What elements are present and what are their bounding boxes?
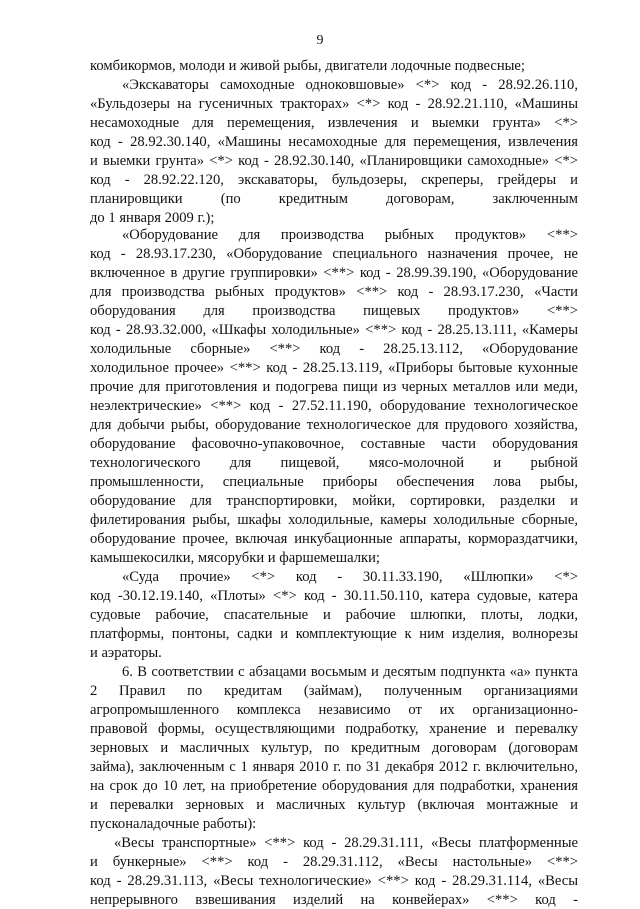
text-line: код - 28.92.30.140, «Машины несамоходные для перемещения, извлечения xyxy=(90,134,578,150)
text-line: планировщики (по кредитным договорам, заключенным xyxy=(90,191,578,207)
text-line: технологического для пищевой, мясо-молочной и рыбной xyxy=(90,455,578,471)
text-line: камышекосилки, мясорубки и фаршемешалки; xyxy=(90,550,380,566)
text-line: прочие для приготовления и подогрева пищи из черных металлов или меди, xyxy=(90,379,578,395)
text-line: комбикормов, молоди и живой рыбы, двигатели лодочные подвесные; xyxy=(90,58,525,74)
text-line: и аэраторы. xyxy=(90,645,162,661)
text-line: оборудование для транспортировки, мойки, сортировки, разделки и xyxy=(90,493,578,509)
text-line: холодильное прочее» <**> код - 28.25.13.119, «Приборы бытовые кухонные xyxy=(90,360,578,376)
text-line: и перевалки зерновых и масличных культур (включая монтажные и xyxy=(90,797,578,813)
text-line: код - 28.93.32.000, «Шкафы холодильные» <**> код - 28.25.13.111, «Камеры xyxy=(90,322,578,338)
text-line: зерновых и масличных культур, по кредитным договорам (договорам xyxy=(90,740,578,756)
text-line: код -30.12.19.140, «Плоты» <*> код - 30.11.50.110, катера судовые, катера xyxy=(90,588,578,604)
text-line: неэлектрические» <**> код - 27.52.11.190, оборудование технологическое xyxy=(90,398,578,414)
page-number: 9 xyxy=(316,33,324,48)
text-line: включенное в другие группировки» <**> код - 28.99.39.190, «Оборудование xyxy=(90,265,578,281)
text-line: пусконаладочные работы): xyxy=(90,816,257,832)
text-line: холодильные сборные» <**> код - 28.25.13.112, «Оборудование xyxy=(90,341,578,357)
text-line: код - 28.29.31.113, «Весы технологические» <**> код - 28.29.31.114, «Весы xyxy=(90,873,578,889)
text-line: судовые рабочие, спасательные и рабочие шлюпки, плоты, лодки, xyxy=(90,607,578,623)
text-line: код - 28.92.22.120, экскаваторы, бульдозеры, скреперы, грейдеры и xyxy=(90,172,578,188)
text-line: агропромышленного комплекса независимо от их организационно- xyxy=(90,702,578,718)
text-line: платформы, понтоны, садки и комплектующие к ним изделия, волнорезы xyxy=(90,626,578,642)
text-line: для производства рыбных продуктов» <**> код - 28.93.17.230, «Части xyxy=(90,284,578,300)
text-line: 2 Правил по кредитам (займам), полученным организациями xyxy=(90,683,578,699)
text-line: непрерывного взвешивания изделий на конвейерах» <**> код - xyxy=(90,892,578,908)
text-line: займа), заключенным с 1 января 2010 г. по 31 декабря 2012 г. включительно, xyxy=(90,759,578,775)
text-line: несамоходные для перемещения, извлечения и выемки грунта» <*> xyxy=(90,115,578,131)
text-line: «Весы транспортные» <**> код - 28.29.31.111, «Весы платформенные xyxy=(114,835,578,851)
text-line: «Экскаваторы самоходные одноковшовые» <*> код - 28.92.26.110, xyxy=(122,77,578,93)
text-line: для добычи рыбы, оборудование технологическое для прудового хозяйства, xyxy=(90,417,578,433)
text-line: филетирования рыбы, шкафы холодильные, камеры холодильные сборные, xyxy=(90,512,578,528)
text-line: оборудование прочее, включая инкубационные аппараты, кормораздатчики, xyxy=(90,531,578,547)
text-line: на срок до 10 лет, на приобретение оборудования для подработки, хранения xyxy=(90,778,578,794)
text-line: правовой формы, осуществляющими подработку, хранение и перевалку xyxy=(90,721,578,737)
text-line: до 1 января 2009 г.); xyxy=(90,210,215,226)
text-line: код - 28.93.17.230, «Оборудование специального назначения прочее, не xyxy=(90,246,578,262)
text-line: и выемки грунта» <*> код - 28.92.30.140, «Планировщики самоходные» <*> xyxy=(90,153,578,169)
text-line: промышленности, специальные приборы обеспечения лова рыбы, xyxy=(90,474,578,490)
text-line: и бункерные» <**> код - 28.29.31.112, «Весы настольные» <**> xyxy=(90,854,578,870)
text-line: 6. В соответствии с абзацами восьмым и десятым подпункта «а» пункта xyxy=(122,664,578,680)
text-line: оборудование фасовочно-упаковочное, составные части оборудования xyxy=(90,436,578,452)
text-line: «Оборудование для производства рыбных продуктов» <**> xyxy=(122,227,578,243)
text-line: оборудования для производства пищевых продуктов» <**> xyxy=(90,303,578,319)
text-line: «Суда прочие» <*> код - 30.11.33.190, «Шлюпки» <*> xyxy=(122,569,578,585)
text-line: «Бульдозеры на гусеничных тракторах» <*> код - 28.92.21.110, «Машины xyxy=(90,96,578,112)
